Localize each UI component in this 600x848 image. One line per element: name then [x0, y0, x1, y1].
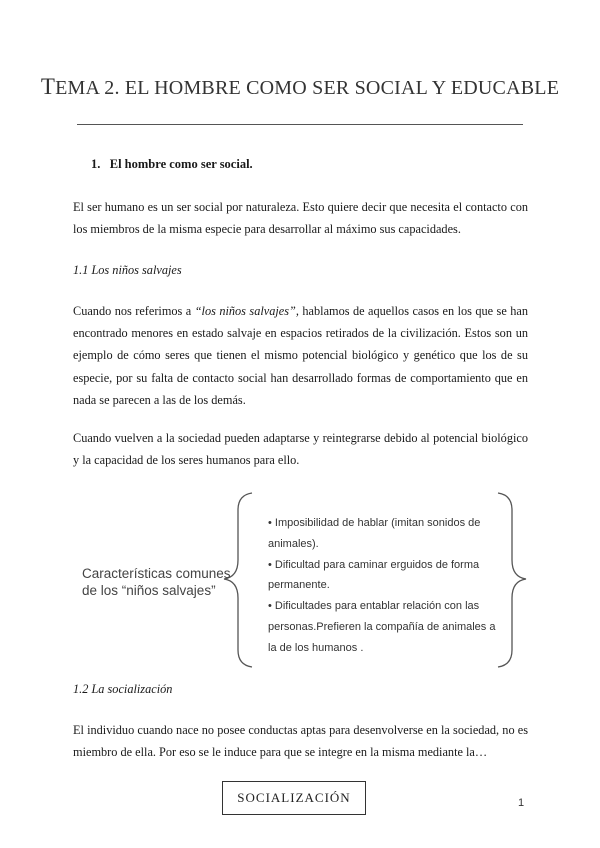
title-rest: EMA 2. EL HOMBRE COMO SER SOCIAL Y EDUCABLE	[55, 77, 560, 99]
section-title: El hombre como ser social.	[109, 157, 253, 171]
bullet-item: • Dificultad para caminar erguidos de forma permanente.	[268, 558, 480, 592]
diagram-label: Características comunes de los “niños salvajes”	[82, 566, 231, 598]
section-number: 1.	[91, 157, 101, 171]
right-brace-icon	[498, 493, 526, 667]
socializacion-box: SOCIALIZACIÓN	[222, 781, 366, 815]
paragraph-reintegration: Cuando vuelven a la sociedad pueden adaptarse y reintegrarse debido al potencial biológico y la capacidad de los seres humanos para ello.	[73, 431, 528, 468]
subheading-ninos-salvajes: 1.1 Los niños salvajes	[73, 263, 182, 277]
paragraph-socializacion: El individuo cuando nace no posee conductas aptas para desenvolverse en la sociedad, no es miembro de ella. Por eso se le induce para que se integre en la misma mediante la…	[73, 723, 528, 760]
paragraph-intro: El ser humano es un ser social por naturaleza. Esto quiere decir que necesita el contacto con los miembros de la misma especie para desarrollar al máximo sus capacidades.	[73, 200, 528, 237]
bullet-item: • Imposibilidad de hablar (imitan sonidos de animales).	[268, 517, 481, 550]
page-number: 1	[518, 797, 525, 809]
para2-before: Cuando nos referimos a	[73, 304, 195, 318]
para2-quote: “los niños salvajes”,	[194, 304, 299, 318]
diagram-bullet-list	[268, 513, 500, 659]
bullet-item: • Dificultades para entablar relación con las personas.Prefieren la compañía de animales a la de los humanos .	[268, 600, 496, 654]
title-initial: T	[40, 74, 56, 99]
subheading-socializacion: 1.2 La socialización	[73, 682, 173, 696]
para2-after: hablamos de aquellos casos en los que se han encontrado menores en estado salvaje en espacios retirados de la civilización. Estos son un ejemplo de cómo seres que tienen el mismo potencial biológico y genético que los de su especie, por su falta de contacto social han desarrollado formas de comportamiento que en nada se parecen a las de los demás.	[73, 304, 528, 407]
